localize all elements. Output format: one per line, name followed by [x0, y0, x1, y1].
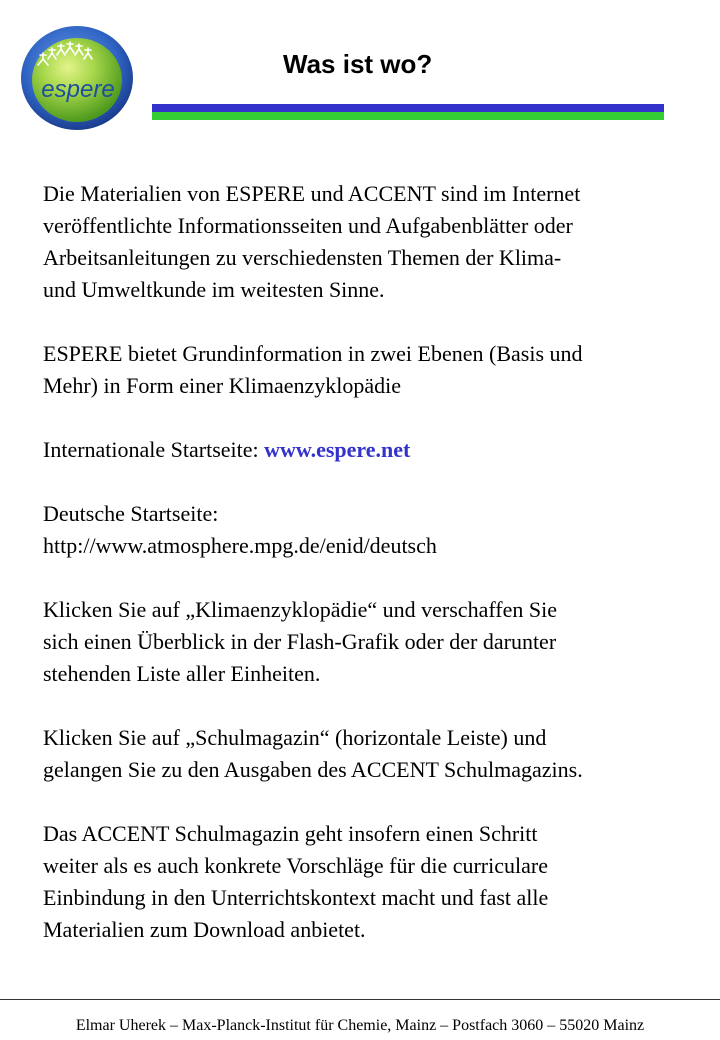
accent-line: Materialien zum Download anbietet.: [43, 917, 366, 942]
german-label: Deutsche Startseite:: [43, 501, 219, 526]
accent-line: Das ACCENT Schulmagazin geht insofern einen Schritt: [43, 821, 538, 846]
header-bar-blue: [152, 104, 664, 112]
klima-line: sich einen Überblick in der Flash-Grafik oder der darunter: [43, 629, 557, 654]
espere-line: ESPERE bietet Grundinformation in zwei Ebenen (Basis und: [43, 341, 583, 366]
international-homepage: [43, 434, 713, 466]
footer-text: Elmar Uherek – Max-Planck-Institut für Chemie, Mainz – Postfach 3060 – 55020 Mainz: [75, 1017, 645, 1034]
schulmagazin-paragraph: [43, 722, 713, 786]
klima-line: Klicken Sie auf „Klimaenzyklopädie“ und verschaffen Sie: [43, 597, 557, 622]
klima-line: stehenden Liste aller Einheiten.: [43, 661, 321, 686]
header-bar-green: [152, 112, 664, 120]
schul-line: Klicken Sie auf „Schulmagazin“ (horizontale Leiste) und: [43, 725, 547, 750]
espere-paragraph: [43, 338, 713, 402]
page-title: Was ist wo?: [283, 49, 433, 79]
intro-line: Arbeitsanleitungen zu verschiedensten Themen der Klima-: [43, 245, 562, 270]
logo-text: espere: [41, 76, 115, 103]
accent-line: weiter als es auch konkrete Vorschläge für die curriculare: [43, 853, 548, 878]
accent-line: Einbindung in den Unterrichtskontext macht und fast alle: [43, 885, 549, 910]
schul-line: gelangen Sie zu den Ausgaben des ACCENT Schulmagazins.: [43, 757, 583, 782]
intro-line: veröffentlichte Informationsseiten und Aufgabenblätter oder: [43, 213, 573, 238]
intro-line: Die Materialien von ESPERE und ACCENT sind im Internet: [43, 181, 581, 206]
intro-paragraph: [43, 178, 713, 306]
main-content: [43, 178, 713, 978]
klimaenzyklopaedie-paragraph: [43, 594, 713, 690]
footer-divider: [0, 999, 720, 1000]
german-url[interactable]: http://www.atmosphere.mpg.de/enid/deutsch: [43, 533, 437, 558]
espere-logo: [20, 25, 138, 131]
international-label: Internationale Startseite:: [43, 437, 265, 462]
german-homepage: [43, 498, 713, 562]
accent-paragraph: [43, 818, 713, 946]
espere-line: Mehr) in Form einer Klimaenzyklopädie: [43, 373, 402, 398]
espere-net-link[interactable]: www.espere.net: [264, 437, 411, 462]
intro-line: und Umweltkunde im weitesten Sinne.: [43, 277, 385, 302]
